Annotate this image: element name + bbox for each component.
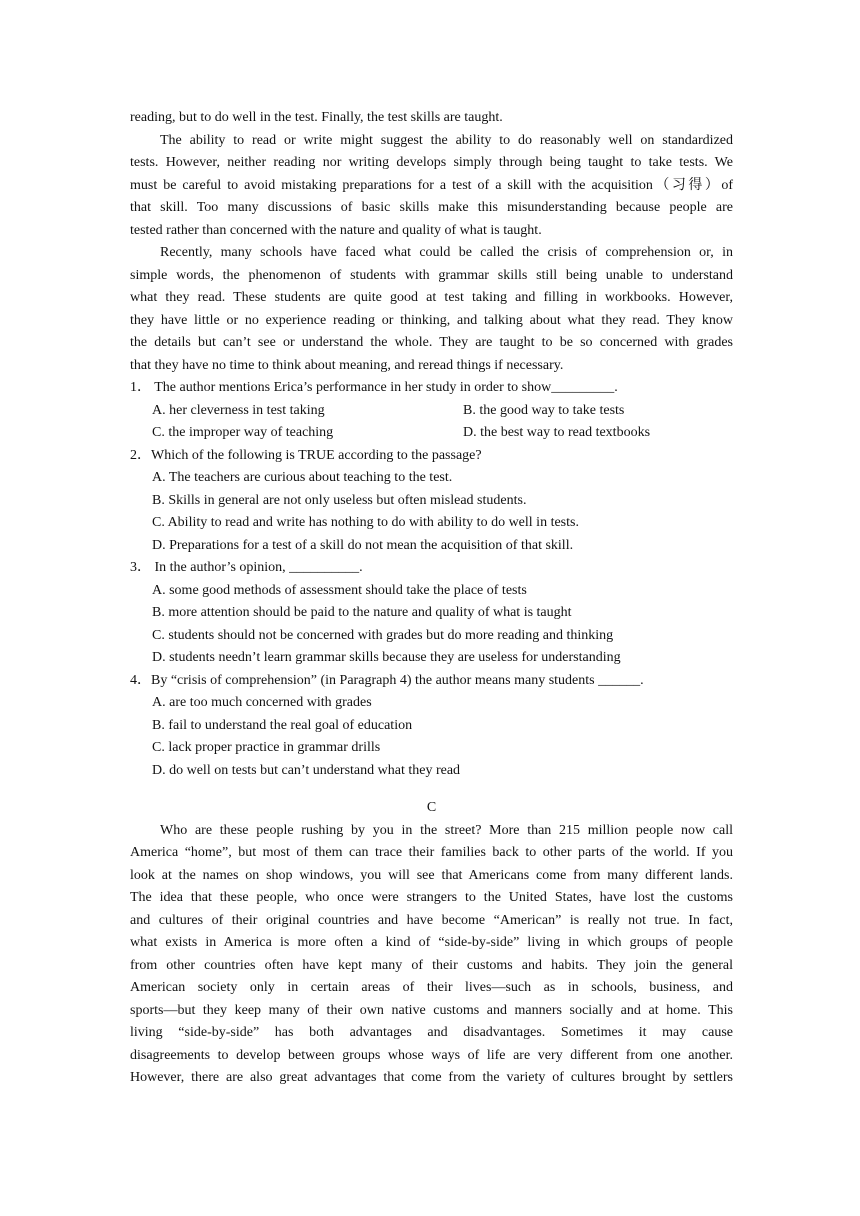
option-b: B. more attention should be paid to the nature and quality of what is taught	[152, 605, 572, 620]
paragraph-line: sports—but they keep many of their own native customs and manners socially and at home. This	[130, 1002, 733, 1018]
option-a: A. The teachers are curious about teaching to the test.	[152, 470, 453, 485]
option-a: A. her cleverness in test taking	[152, 402, 325, 418]
paragraph-line: The ability to read or write might suggest the ability to do reasonably well on standardized	[160, 132, 733, 148]
paragraph-line: and cultures of their original countries and have become “American” is really not true. In fact,	[130, 912, 733, 928]
option-b: B. the good way to take tests	[463, 402, 625, 418]
paragraph-line: simple words, the phenomenon of students with grammar skills still being unable to understand	[130, 267, 733, 283]
paragraph-line: the details but can’t see or understand the whole. They are taught to be so concerned with grades	[130, 335, 733, 350]
paragraph-line: that skill. Too many discussions of basic skills make this misunderstanding because people are	[130, 200, 733, 215]
paragraph-line: what they read. These students are quite good at test taking and filling in workbooks. However,	[130, 290, 733, 305]
question-2	[130, 445, 733, 558]
option-d: D. do well on tests but can’t understand what they read	[152, 762, 461, 778]
option-a: A. some good methods of assessment should take the place of tests	[152, 582, 527, 598]
paragraph-line: must be careful to avoid mistaking preparations for a test of a skill with the acquisition（习得）of	[130, 177, 733, 193]
paragraph-line: look at the names on shop windows, you will see that Americans come from many different lands.	[130, 867, 733, 883]
section-gap	[130, 782, 733, 797]
paragraph-line: American society only in certain areas of their lives—such as in schools, business, and	[130, 980, 733, 995]
option-b: B. Skills in general are not only useless but often mislead students.	[152, 492, 527, 508]
option-a: A. are too much concerned with grades	[152, 695, 372, 710]
paragraph-line: tests. However, neither reading nor writing develops simply through being taught to take tests. We	[130, 155, 733, 170]
paragraph-line: they have little or no experience reading or thinking, and talking about what they read. They know	[130, 312, 733, 328]
option-c: C. lack proper practice in grammar drills	[152, 740, 381, 755]
paragraph-line: Who are these people rushing by you in the street? More than 215 million people now call	[160, 822, 733, 838]
paragraph-line: Recently, many schools have faced what could be called the crisis of comprehension or, in	[160, 245, 733, 260]
paragraph-recently	[130, 242, 733, 377]
option-b: B. fail to understand the real goal of education	[152, 717, 413, 733]
document-body	[130, 107, 733, 1090]
paragraph-line: living “side-by-side” has both advantages and disadvantages. Sometimes it may cause	[130, 1025, 733, 1040]
section-title: C	[426, 800, 437, 815]
paragraph-ability	[130, 130, 733, 243]
option-d: D. the best way to read textbooks	[463, 425, 651, 440]
question-stem: 2．Which of the following is TRUE according to the passage?	[130, 447, 482, 463]
option-c: C. students should not be concerned with grades but do more reading and thinking	[152, 627, 614, 643]
paragraph-line: what exists in America is more often a kind of “side-by-side” living in which groups of people	[130, 935, 733, 950]
question-stem: 1． The author mentions Erica’s performance in her study in order to show_________.	[130, 380, 618, 395]
option-row	[130, 422, 733, 445]
question-1	[130, 377, 733, 445]
paragraph-line: from other countries often have kept many of their customs and habits. They join the general	[130, 957, 733, 973]
paragraph-line: The idea that these people, who once were strangers to the United States, have lost the customs	[130, 890, 733, 905]
question-4	[130, 670, 733, 783]
option-row	[130, 400, 733, 423]
option-c: C. the improper way of teaching	[152, 425, 334, 440]
question-3	[130, 557, 733, 670]
paragraph-line: America “home”, but most of them can trace their families back to other parts of the world. If you	[130, 845, 733, 860]
option-d: D. Preparations for a test of a skill do not mean the acquisition of that skill.	[152, 537, 574, 553]
option-d: D. students needn’t learn grammar skills because they are useless for understanding	[152, 650, 621, 665]
paragraph-line: that they have no time to think about meaning, and reread things if necessary.	[130, 357, 564, 373]
paragraph-line: disagreements to develop between groups whose ways of life are very different from one another.	[130, 1047, 733, 1063]
question-stem: 3． In the author’s opinion, __________.	[130, 560, 363, 575]
paragraph-tail: reading, but to do well in the test. Finally, the test skills are taught.	[130, 110, 503, 125]
paragraph-line: However, there are also great advantages that come from the variety of cultures brought by settlers	[130, 1070, 733, 1085]
option-c: C. Ability to read and write has nothing to do with ability to do well in tests.	[152, 515, 579, 530]
question-stem: 4．By “crisis of comprehension” (in Paragraph 4) the author means many students ______.	[130, 672, 644, 688]
paragraph-line: tested rather than concerned with the nature and quality of what is taught.	[130, 222, 542, 238]
section-c	[130, 797, 733, 1090]
